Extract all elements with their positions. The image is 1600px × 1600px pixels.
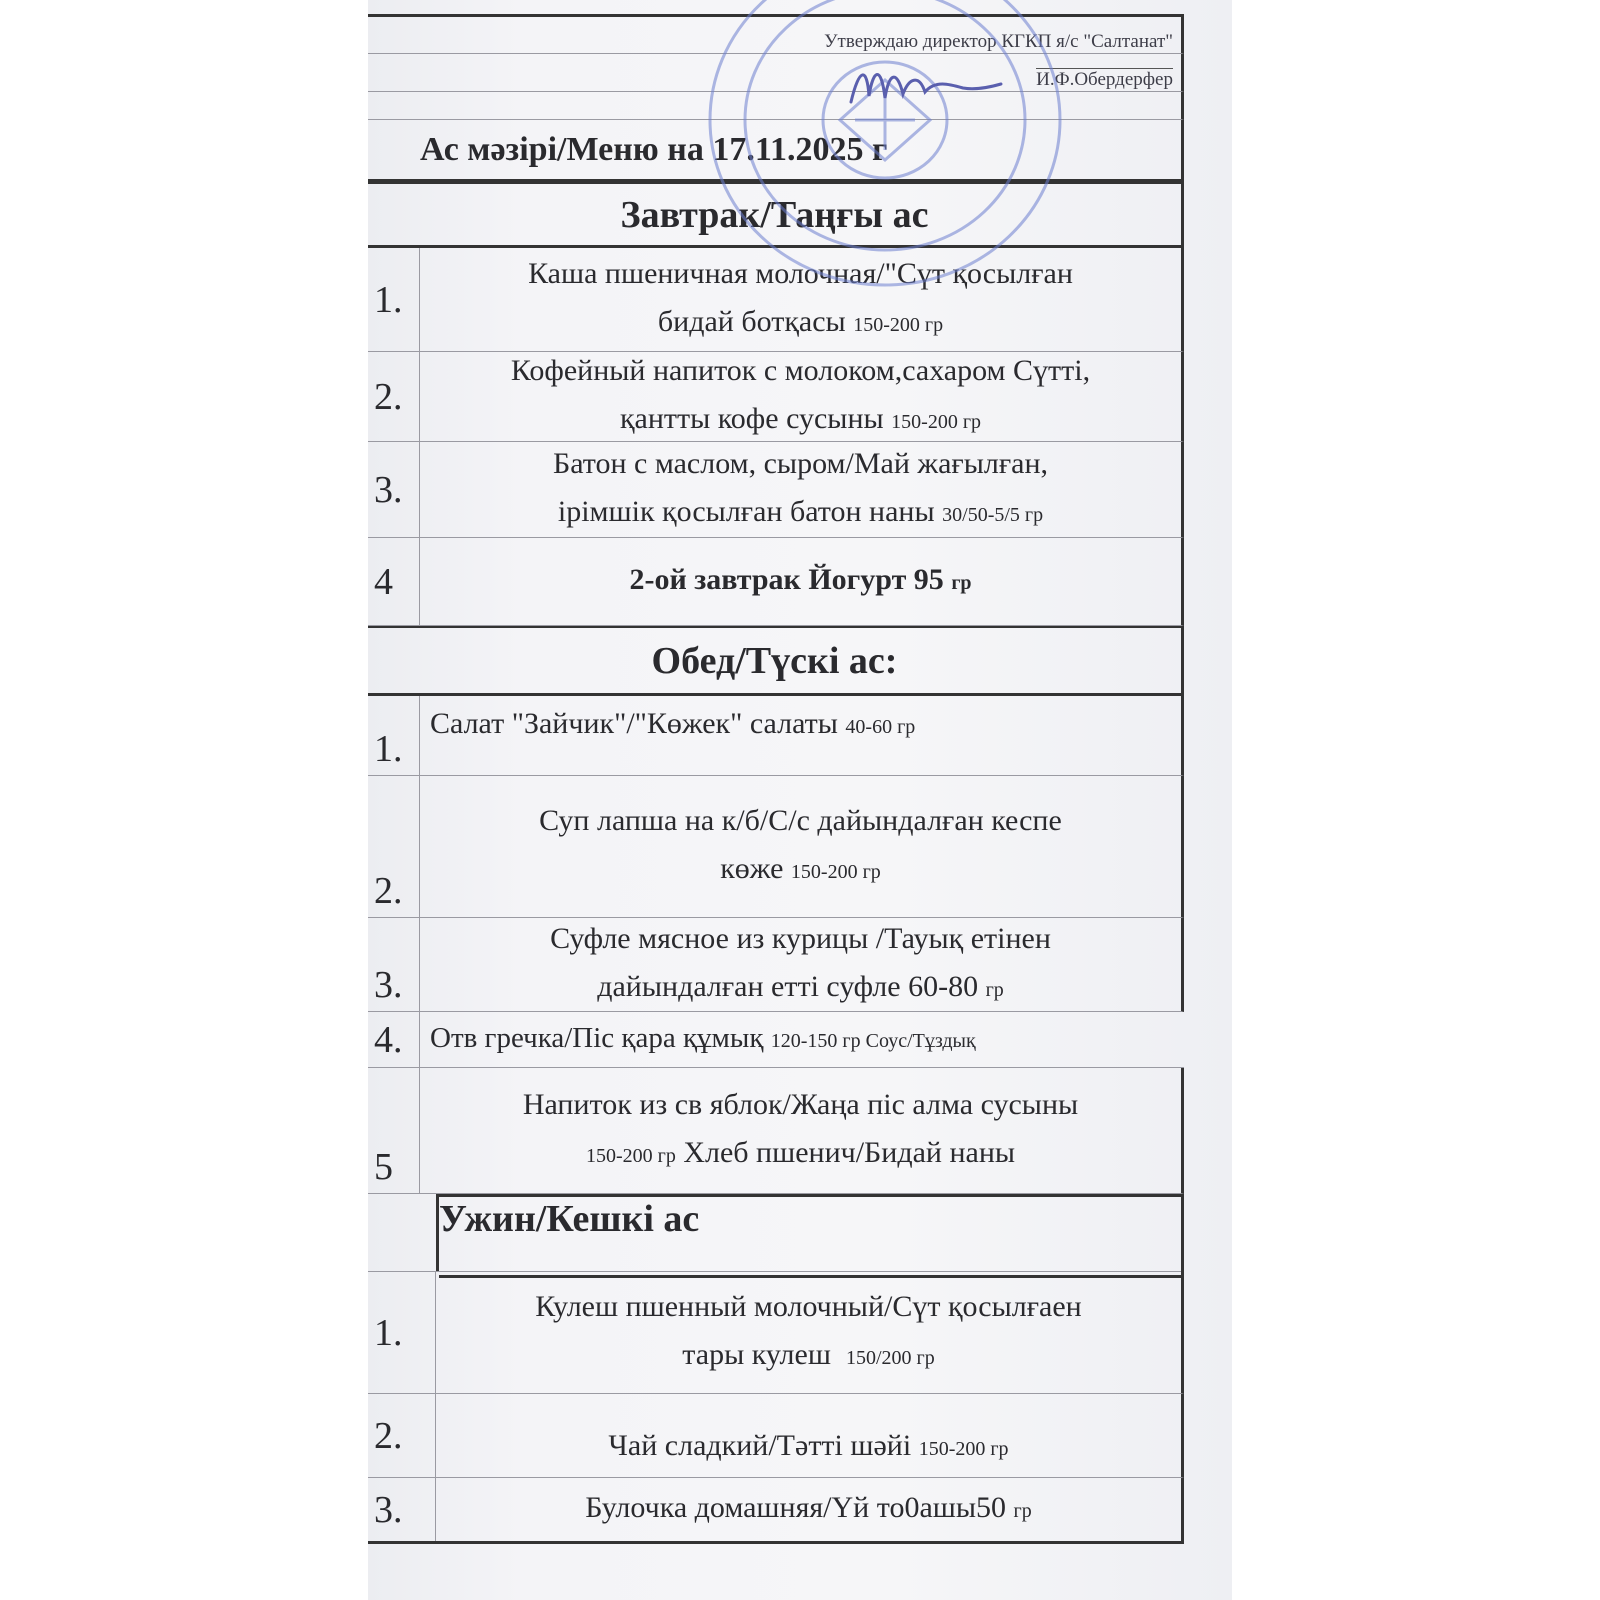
item-portion: гр (985, 979, 1004, 1001)
lunch-item-3 (368, 918, 1184, 1012)
item-number: 2. (368, 352, 420, 441)
item-line1: Кофейный напиток с молоком,сахаром Сүтті, (510, 354, 1091, 387)
item-line1-text: Булочка домашняя/Үй то0ашы50 (585, 1491, 1007, 1524)
item-description (420, 1068, 1181, 1193)
item-description (420, 352, 1181, 441)
item-description (436, 1478, 1181, 1541)
item-line1 (430, 556, 1171, 607)
breakfast-item-3 (368, 442, 1184, 538)
approval-text: Утверждаю директор КГКП я/с "Салтанат" (824, 31, 1173, 52)
item-line2-text: ірімшік қосылған батон наны (557, 495, 935, 528)
item-line2-text: дайындалған етті суфле 60-80 (597, 970, 979, 1003)
item-portion: гр (1013, 1500, 1032, 1522)
item-line1 (446, 1422, 1171, 1473)
item-portion: гр (951, 572, 972, 594)
breakfast-item-2 (368, 352, 1184, 442)
item-number: 4. (368, 1012, 420, 1067)
signature-icon (845, 58, 1005, 118)
item-line2-text: бидай ботқасы (657, 305, 846, 338)
lunch-title: Обед/Түскі ас: (651, 639, 898, 682)
item-line1-text: 2-ой завтрак Йогурт 95 (629, 563, 944, 596)
item-description (420, 1012, 1184, 1067)
item-description (436, 1394, 1181, 1477)
dinner-item-1 (368, 1272, 1184, 1394)
item-line1 (430, 700, 915, 751)
dinner-item-2 (368, 1394, 1184, 1478)
item-line2 (446, 1331, 1171, 1382)
item-number: 1. (368, 696, 420, 775)
item-number: 1. (368, 1272, 436, 1393)
item-description (436, 1272, 1181, 1393)
lunch-item-5 (368, 1068, 1184, 1194)
item-portion: 150-200 гр (891, 411, 982, 433)
dinner-title: Ужин/Кешкі ас (439, 1198, 700, 1240)
item-line1: Напиток из св яблок/Жаңа піс алма сусыны (522, 1088, 1079, 1121)
item-line2 (430, 963, 1171, 1014)
signer-name: И.Ф.Обердерфер (1036, 69, 1173, 90)
dinner-header-row (368, 1194, 1184, 1272)
item-line1 (446, 1484, 1171, 1535)
item-number: 3. (368, 1478, 436, 1541)
lunch-item-2 (368, 776, 1184, 918)
item-line2-text: көже (720, 852, 784, 885)
item-description (420, 776, 1181, 917)
item-portion: 120-150 гр Соус/Тұздық (770, 1030, 976, 1052)
lunch-item-4 (368, 1012, 1184, 1068)
item-portion: 150/200 гр (845, 1347, 935, 1369)
item-description (420, 442, 1181, 537)
item-line1: Суфле мясное из курицы /Тауық етінен (550, 922, 1051, 955)
official-stamp-icon (700, 0, 1070, 300)
item-portion: 150-200 гр (918, 1438, 1009, 1460)
item-portion: 150-200 гр (853, 314, 944, 336)
item-portion: 40-60 гр (845, 716, 916, 738)
item-number: 3. (368, 442, 420, 537)
item-line2-text: Хлеб пшенич/Бидай наны (683, 1136, 1016, 1169)
item-portion: 30/50-5/5 гр (942, 504, 1044, 526)
breakfast-item-4 (368, 538, 1184, 626)
item-line1-text: Чай сладкий/Тәтті шәйі (608, 1429, 912, 1462)
item-number: 1. (368, 248, 420, 351)
item-line1: Суп лапша на к/б/С/с дайындалған кеспе (539, 804, 1062, 837)
dinner-item-3 (368, 1478, 1184, 1544)
dinner-spacer (368, 1194, 439, 1271)
item-description (420, 538, 1181, 625)
item-line2 (430, 845, 1171, 896)
item-number: 5 (368, 1068, 420, 1193)
menu-title: Ас мәзірі/Меню на 17.11.2025 г (420, 130, 888, 168)
item-line2-text: қантты кофе сусыны (619, 402, 884, 435)
item-line1: Каша пшеничная молочная/"Сүт қосылған (528, 257, 1073, 290)
item-number: 4 (368, 538, 420, 625)
item-line1 (430, 1014, 976, 1065)
item-line1-text: Салат "Зайчик"/"Көжек" салаты (430, 707, 838, 740)
item-line1: Батон с маслом, сыром/Май жағылған, (552, 447, 1049, 480)
item-number: 3. (368, 918, 420, 1011)
item-line1: Кулеш пшенный молочный/Сүт қосылғаен (535, 1290, 1082, 1323)
lunch-header (368, 626, 1184, 696)
item-number: 2. (368, 1394, 436, 1477)
item-line2 (430, 395, 1171, 446)
breakfast-title: Завтрак/Таңғы ас (620, 193, 929, 236)
item-description (420, 918, 1181, 1011)
item-number: 2. (368, 776, 420, 917)
item-description (420, 696, 1181, 775)
item-line2 (430, 298, 1171, 349)
item-portion: 150-200 гр (790, 861, 881, 883)
dinner-header (439, 1194, 1184, 1278)
item-line2 (430, 488, 1171, 539)
item-line1-text: Отв гречка/Піс қара құмық (430, 1022, 764, 1054)
item-line2 (430, 1129, 1171, 1180)
item-portion: 150-200 гр (585, 1145, 676, 1167)
item-line2-text: тары кулеш (682, 1338, 831, 1371)
lunch-item-1 (368, 696, 1184, 776)
